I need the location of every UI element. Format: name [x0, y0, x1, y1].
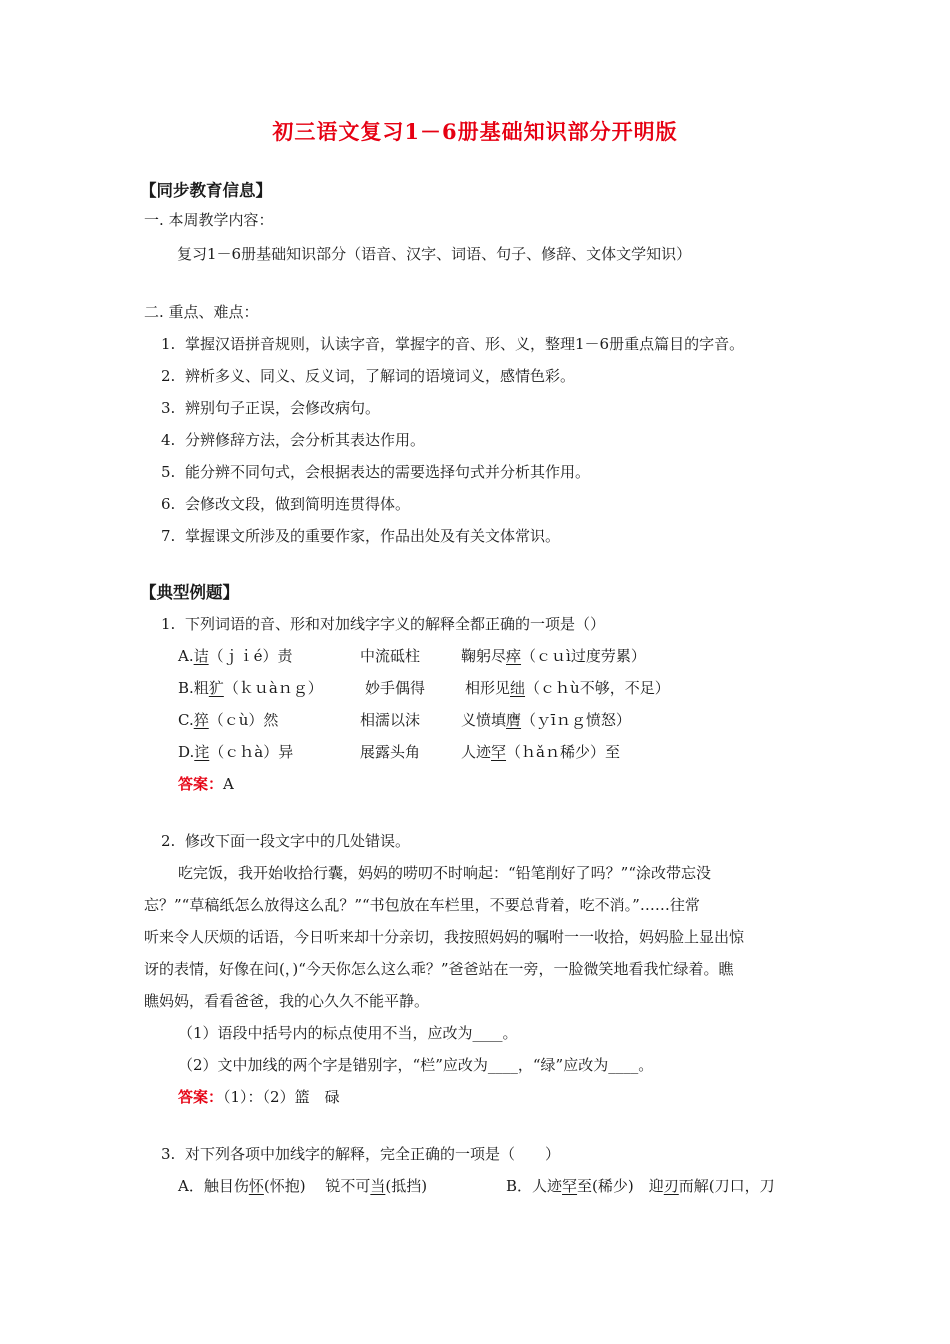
paragraph-line: 瞧妈妈，看看爸爸，我的心久久不能平静。: [144, 992, 430, 1010]
answer-q1: 答案：A: [178, 775, 234, 793]
option-d: D.诧（ｃｈà）异 展露头角 人迹罕（ｈǎｎ稀少）至: [178, 743, 620, 761]
question-1-stem: 1. 下列词语的音、形和对加线字字义的解释全都正确的一项是（）: [161, 615, 606, 633]
section-heading-examples: 【典型例题】: [140, 583, 239, 602]
paragraph-line: 讶的表情，好像在问(，)“今天你怎么这么乖？”爸爸站在一旁，一脸微笑地看我忙绿着。瞧: [144, 960, 734, 978]
sub-question-2: （2）文中加线的两个字是错别字，“栏”应改为____，“绿”应改为____。: [178, 1056, 654, 1074]
paragraph-line: 吃完饭，我开始收拾行囊，妈妈的唠叨不时响起：“铅笔削好了吗？”“涂改带忘没: [178, 864, 712, 882]
document-title: 初三语文复习1－6册基础知识部分开明版: [272, 119, 678, 144]
list-item: 7. 掌握课文所涉及的重要作家，作品出处及有关文体常识。: [161, 527, 561, 545]
part2-label: 二. 重点、难点：: [144, 303, 259, 321]
section-heading-sync-info: 【同步教育信息】: [140, 181, 272, 200]
list-item: 1. 掌握汉语拼音规则，认读字音，掌握字的音、形、义，整理1－6册重点篇目的字音。: [161, 335, 745, 353]
list-item: 5. 能分辨不同句式，会根据表达的需要选择句式并分析其作用。: [161, 463, 591, 481]
question-3-options: A．触目伤怀(怀抱) 锐不可当(抵挡) B．人迹罕至(稀少) 迎刃而解(刀口，刀: [178, 1177, 775, 1195]
sub-question-1: （1）语段中括号内的标点使用不当，应改为____。: [178, 1024, 518, 1042]
question-3-stem: 3. 对下列各项中加线字的解释，完全正确的一项是（ ）: [161, 1145, 561, 1163]
list-item: 2. 辨析多义、同义、反义词，了解词的语境词义，感情色彩。: [161, 367, 576, 385]
paragraph-line: 听来令人厌烦的话语，今日听来却十分亲切，我按照妈妈的嘱咐一一收拾，妈妈脸上显出惊: [144, 928, 745, 946]
part1-content: 复习1－6册基础知识部分（语音、汉字、词语、句子、修辞、文体文学知识）: [177, 245, 692, 263]
part1-label: 一. 本周教学内容：: [144, 211, 274, 229]
option-a: A.诘（ｊｉé）责 中流砥柱 鞠躬尽瘁（ｃｕì过度劳累）: [178, 647, 646, 665]
option-c: C.猝（ｃù）然 相濡以沫 义愤填膺（ｙīｎｇ愤怒）: [178, 711, 631, 729]
option-b: B.粗犷（ｋｕàｎｇ） 妙手偶得 相形见绌（ｃｈù不够，不足）: [178, 679, 670, 697]
answer-q2: 答案：（1）：（2）篮 碌: [178, 1088, 340, 1106]
list-item: 3. 辨别句子正误，会修改病句。: [161, 399, 381, 417]
question-2-stem: 2. 修改下面一段文字中的几处错误。: [161, 832, 411, 850]
paragraph-line: 忘？”“草稿纸怎么放得这么乱？”“书包放在车栏里，不要总背着，吃不消。”……往常: [144, 896, 700, 914]
list-item: 4. 分辨修辞方法，会分析其表达作用。: [161, 431, 426, 449]
list-item: 6. 会修改文段，做到简明连贯得体。: [161, 495, 411, 513]
